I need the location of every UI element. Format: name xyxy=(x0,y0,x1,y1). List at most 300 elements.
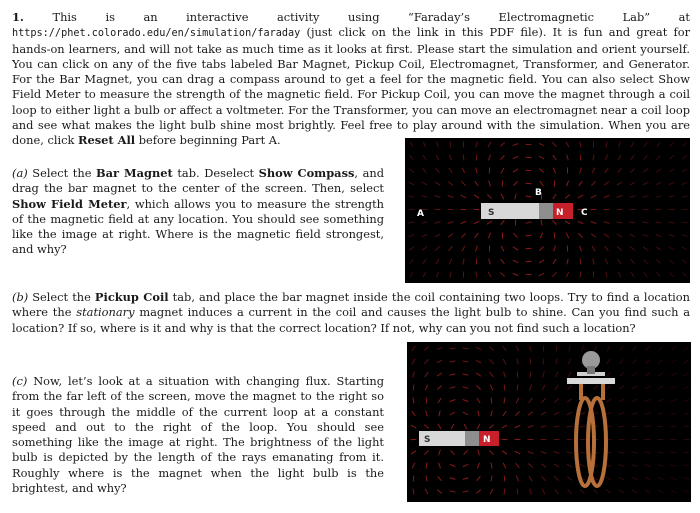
field-vector xyxy=(619,452,625,453)
field-vector xyxy=(591,234,596,238)
field-vector xyxy=(658,413,664,414)
field-vector xyxy=(436,168,440,173)
field-vector xyxy=(617,222,623,223)
part-c-text-1: Now, let’s look at a situation with changing flux. Starting from the far left of the screen, move the magnet to the right so it goes through the middle of the current loop at a constant speed and out to the right of the loop. You should see something like the image at right. The brightness of the light bulb is depicted by the length of the rays emanating from it. Roughly where is the magnet when the light bulb is the brightest, and why? xyxy=(12,374,384,496)
field-vector xyxy=(580,412,586,414)
field-vector xyxy=(463,361,469,362)
field-vector xyxy=(542,398,546,402)
field-vector xyxy=(606,477,611,480)
field-vector xyxy=(684,490,689,493)
field-vector xyxy=(412,359,415,364)
field-vector xyxy=(606,399,611,402)
field-vector xyxy=(461,221,467,223)
field-vector xyxy=(541,412,546,415)
field-vector xyxy=(450,374,456,375)
field-vector xyxy=(669,182,675,184)
field-vector xyxy=(423,272,426,277)
part-a-text-3: , and drag the bar magnet to the center of the screen. Then, select xyxy=(12,166,385,196)
field-vector xyxy=(593,386,598,390)
field-vector xyxy=(490,489,493,494)
field-vector xyxy=(413,372,415,378)
field-vector xyxy=(513,247,518,250)
part-a-label: (a) xyxy=(12,166,28,180)
field-vector xyxy=(513,273,519,275)
field-vector xyxy=(630,222,636,223)
field-vector xyxy=(682,247,687,250)
question-number: 1. xyxy=(12,10,24,24)
field-vector xyxy=(644,272,647,277)
field-vector xyxy=(669,196,675,197)
field-vector xyxy=(670,142,674,147)
field-vector xyxy=(569,346,570,352)
field-vector xyxy=(502,451,507,454)
field-vector xyxy=(567,452,573,454)
field-vector xyxy=(606,413,612,415)
field-vector xyxy=(425,489,428,494)
field-vector xyxy=(462,246,465,251)
field-vector xyxy=(591,195,596,197)
field-vector xyxy=(476,373,481,376)
field-vector xyxy=(682,272,686,276)
field-vector xyxy=(643,247,648,250)
field-vector xyxy=(517,385,518,391)
field-vector xyxy=(413,476,414,482)
field-vector xyxy=(580,464,585,467)
field-vector xyxy=(658,465,664,467)
field-vector xyxy=(669,169,674,172)
field-vector xyxy=(516,463,520,468)
field-vector xyxy=(684,465,690,466)
field-vector xyxy=(658,399,664,401)
field-vector xyxy=(490,450,494,454)
field-vector xyxy=(643,169,648,173)
field-vector xyxy=(684,373,689,376)
field-vector xyxy=(435,222,441,224)
coil-loop-2 xyxy=(588,398,606,486)
field-vector xyxy=(582,346,584,352)
field-vector xyxy=(435,182,440,185)
field-vector xyxy=(409,182,414,185)
field-vector xyxy=(554,464,559,467)
field-vector xyxy=(682,183,688,185)
field-vector xyxy=(553,194,556,199)
field-vector xyxy=(463,387,469,389)
field-vector xyxy=(657,272,661,277)
field-vector xyxy=(539,273,544,276)
field-vector xyxy=(604,222,610,224)
field-vector xyxy=(580,452,586,453)
field-vector xyxy=(529,476,532,481)
field-vector xyxy=(504,489,505,495)
field-vector xyxy=(567,259,568,265)
field-vector xyxy=(657,142,661,147)
light-bulb xyxy=(567,351,615,384)
field-vector xyxy=(422,196,428,198)
field-vector xyxy=(671,465,677,467)
bar-magnet-field-image xyxy=(405,138,690,283)
field-vector xyxy=(489,359,493,363)
field-vector xyxy=(517,359,519,365)
field-vector xyxy=(540,233,543,238)
intro-paragraph xyxy=(12,10,690,149)
simulation-link[interactable]: https://phet.colorado.edu/en/simulation/faraday xyxy=(12,28,301,40)
field-vector xyxy=(449,246,453,251)
field-vector xyxy=(619,413,625,415)
field-vector xyxy=(643,182,648,185)
field-vector xyxy=(504,385,505,391)
field-vector xyxy=(539,156,544,159)
field-vector xyxy=(633,346,637,351)
field-vector xyxy=(515,194,516,200)
bar-magnet-c xyxy=(419,431,499,446)
field-vector xyxy=(461,181,465,185)
field-vector xyxy=(450,155,452,161)
field-vector xyxy=(541,220,542,226)
field-vector xyxy=(410,155,414,160)
field-vector xyxy=(554,246,556,252)
field-vector xyxy=(476,360,481,363)
field-vector xyxy=(491,463,492,469)
field-vector xyxy=(450,387,456,389)
field-vector xyxy=(526,196,532,197)
field-vector xyxy=(617,182,622,185)
field-vector xyxy=(643,196,649,197)
field-vector xyxy=(504,476,505,482)
field-vector xyxy=(630,182,635,185)
field-vector xyxy=(450,142,451,148)
field-vector xyxy=(422,182,427,185)
field-vector xyxy=(643,234,649,236)
field-vector xyxy=(437,386,441,390)
field-vector xyxy=(501,168,504,173)
field-vector xyxy=(671,413,677,414)
field-vector xyxy=(516,476,518,482)
field-vector xyxy=(606,372,610,376)
field-vector xyxy=(656,196,662,197)
field-vector xyxy=(476,168,477,174)
field-vector xyxy=(451,424,454,429)
field-vector xyxy=(474,195,479,198)
field-vector xyxy=(568,359,570,365)
field-vector xyxy=(476,386,480,390)
field-vector xyxy=(565,195,570,199)
field-vector xyxy=(543,372,545,378)
field-vector xyxy=(463,374,469,375)
field-vector xyxy=(476,347,481,349)
field-vector xyxy=(669,156,674,160)
field-vector xyxy=(617,246,621,250)
field-vector xyxy=(489,155,491,161)
field-vector xyxy=(605,168,609,173)
field-vector xyxy=(631,259,635,264)
field-vector xyxy=(489,425,494,429)
field-vector xyxy=(553,168,555,174)
field-vector xyxy=(500,143,505,147)
field-vector xyxy=(578,195,583,198)
field-vector xyxy=(448,222,454,224)
magnet-s-label-c: S xyxy=(424,435,431,445)
field-vector xyxy=(424,359,428,363)
reset-all-label: Reset All xyxy=(78,133,136,148)
field-vector xyxy=(502,181,503,187)
field-vector xyxy=(580,426,586,427)
field-vector xyxy=(409,222,415,223)
field-vector xyxy=(503,411,506,416)
field-vector xyxy=(620,346,623,351)
field-vector xyxy=(554,412,559,415)
field-vector xyxy=(656,182,661,184)
field-vector xyxy=(606,386,611,390)
field-vector xyxy=(633,359,637,363)
field-vector xyxy=(541,426,547,428)
field-vector xyxy=(682,260,687,263)
field-vector xyxy=(539,143,544,145)
field-vector xyxy=(542,476,546,481)
field-vector xyxy=(450,361,456,362)
field-vector xyxy=(619,373,623,377)
field-vector xyxy=(463,412,468,415)
field-vector xyxy=(477,476,481,481)
field-vector xyxy=(644,155,648,160)
field-vector xyxy=(476,490,481,494)
field-vector xyxy=(568,489,572,494)
field-vector xyxy=(618,168,622,172)
part-c-label: (c) xyxy=(12,374,28,388)
field-vector xyxy=(448,234,453,237)
field-vector xyxy=(438,398,441,403)
field-vector xyxy=(478,411,479,417)
field-vector xyxy=(619,465,625,467)
field-vector xyxy=(555,372,557,377)
field-vector xyxy=(513,260,518,263)
field-vector xyxy=(476,272,477,278)
field-vector xyxy=(424,347,429,351)
field-vector xyxy=(618,155,621,160)
field-vector xyxy=(409,234,414,236)
field-vector xyxy=(422,168,426,172)
field-vector xyxy=(513,181,517,185)
field-vector xyxy=(500,273,504,277)
field-vector xyxy=(513,169,518,172)
field-vector xyxy=(528,451,534,453)
field-vector xyxy=(474,221,479,224)
field-vector xyxy=(435,234,440,237)
field-vector xyxy=(684,452,690,453)
field-vector xyxy=(579,233,583,238)
field-vector xyxy=(461,234,465,238)
field-vector xyxy=(643,222,649,223)
part-b-paragraph xyxy=(12,290,690,336)
show-compass-label: Show Compass xyxy=(258,166,355,180)
field-vector xyxy=(413,398,414,404)
field-vector xyxy=(656,222,662,223)
part-b-label: (b) xyxy=(12,290,29,304)
field-vector xyxy=(439,450,441,456)
field-vector xyxy=(552,142,556,146)
field-vector xyxy=(631,155,635,160)
field-vector xyxy=(501,220,505,225)
field-vector xyxy=(477,398,480,403)
field-vector xyxy=(422,234,427,237)
field-vector xyxy=(503,359,506,364)
field-vector xyxy=(567,426,573,427)
field-vector xyxy=(555,385,558,390)
field-vector xyxy=(413,385,414,391)
magnet-n-label-c: N xyxy=(483,435,491,445)
field-canvas-a xyxy=(405,138,690,283)
field-vector xyxy=(556,359,557,365)
field-vector xyxy=(501,246,503,251)
field-vector xyxy=(463,155,464,161)
field-vector xyxy=(671,452,677,453)
field-vector xyxy=(426,463,427,469)
field-vector xyxy=(632,413,638,415)
field-vector xyxy=(490,385,492,390)
field-vector xyxy=(425,385,427,390)
field-vector xyxy=(591,222,597,224)
field-vector xyxy=(565,221,570,224)
field-vector xyxy=(542,489,545,494)
field-vector xyxy=(450,272,451,278)
field-vector xyxy=(487,221,492,224)
field-vector xyxy=(604,182,609,186)
field-vector xyxy=(528,426,534,428)
field-vector xyxy=(554,233,555,239)
field-vector xyxy=(645,426,651,427)
field-vector xyxy=(592,246,595,251)
field-vector xyxy=(491,411,493,417)
field-vector xyxy=(530,385,532,391)
field-vector xyxy=(409,169,414,173)
field-vector xyxy=(567,399,572,403)
field-vector xyxy=(437,142,439,148)
field-vector xyxy=(554,452,560,454)
field-vector xyxy=(632,490,637,493)
part-a-text-4: , which allows you to measure the strength of the magnetic field at any location. You should see something like the image at right. Where is the magnetic field strongest, and why? xyxy=(12,196,384,257)
field-vector xyxy=(604,234,609,237)
field-vector xyxy=(552,220,556,224)
field-vector xyxy=(607,346,610,351)
field-vector xyxy=(450,348,456,349)
field-vector xyxy=(435,246,439,250)
field-vector xyxy=(656,169,661,172)
field-vector xyxy=(461,195,466,198)
field-vector xyxy=(491,476,492,482)
field-vector xyxy=(425,450,429,454)
field-vector xyxy=(424,425,429,429)
field-vector xyxy=(682,235,688,237)
field-vector xyxy=(477,424,480,429)
bulb-base-plate xyxy=(567,378,615,384)
field-vector xyxy=(437,373,442,376)
field-vector xyxy=(593,490,597,494)
field-vector xyxy=(542,385,545,390)
field-vector xyxy=(682,142,686,146)
field-vector xyxy=(671,400,677,402)
field-vector xyxy=(568,385,572,390)
field-vector xyxy=(605,155,607,161)
field-vector xyxy=(526,183,532,184)
field-vector xyxy=(580,272,581,278)
field-vector xyxy=(463,464,468,467)
field-vector xyxy=(422,247,427,251)
field-vector xyxy=(515,411,519,415)
bar-magnet-a xyxy=(481,203,573,219)
field-vector xyxy=(607,359,611,364)
field-vector xyxy=(658,490,663,493)
field-vector xyxy=(645,359,649,363)
field-vector xyxy=(437,490,442,494)
field-vector xyxy=(516,398,519,403)
field-vector xyxy=(528,464,532,468)
field-vector xyxy=(463,348,469,349)
field-vector xyxy=(605,246,609,251)
field-vector xyxy=(606,272,607,278)
field-vector xyxy=(580,489,584,493)
field-vector xyxy=(475,181,478,186)
field-vector xyxy=(568,372,571,377)
part-b-text-3: magnet induces a current in the coil and causes the light bulb to shine. Can you find such a location? If so, where is it and why is that the correct location? If not, why can you not find such a location? xyxy=(12,305,690,335)
field-vector xyxy=(423,155,426,160)
field-vector xyxy=(422,222,428,223)
intro-text-1: This is an interactive activity using “Faraday’s Electromagnetic Lab” at xyxy=(52,10,690,24)
field-vector xyxy=(645,399,651,401)
field-vector xyxy=(619,142,621,148)
field-vector xyxy=(669,235,675,237)
field-vector xyxy=(488,272,491,277)
field-vector xyxy=(579,181,582,186)
field-vector xyxy=(439,463,441,469)
field-vector xyxy=(411,451,416,454)
field-vectors-c xyxy=(411,346,690,495)
field-vector xyxy=(439,411,440,417)
field-vector xyxy=(413,489,414,495)
point-b-label: B xyxy=(535,188,542,198)
field-vector xyxy=(658,360,662,364)
field-vector xyxy=(656,260,660,264)
field-vector xyxy=(450,412,455,415)
field-vector xyxy=(448,182,453,186)
field-vector xyxy=(449,168,452,173)
field-vector xyxy=(409,247,414,251)
field-vector xyxy=(578,221,583,223)
part-c-paragraph xyxy=(12,374,384,496)
field-vector xyxy=(684,413,690,414)
field-vector xyxy=(488,142,491,147)
field-vector xyxy=(645,465,651,467)
field-vector xyxy=(541,464,546,468)
field-vector xyxy=(463,400,469,402)
part-b-text-1: Select the xyxy=(32,290,91,304)
field-vector xyxy=(476,142,478,148)
field-vector xyxy=(580,246,582,252)
field-vector xyxy=(682,169,687,172)
field-vector xyxy=(489,181,491,187)
field-vector xyxy=(632,399,637,401)
field-vector xyxy=(671,386,676,389)
field-vector xyxy=(528,412,533,416)
field-vector xyxy=(515,425,521,427)
field-vector xyxy=(671,346,675,350)
field-vector xyxy=(566,142,569,147)
field-vector xyxy=(423,142,425,147)
field-vector xyxy=(554,426,560,427)
field-vector xyxy=(436,259,439,264)
field-vector xyxy=(555,489,558,494)
field-vector xyxy=(669,260,674,264)
field-vector xyxy=(526,235,532,236)
field-vector xyxy=(513,144,519,146)
